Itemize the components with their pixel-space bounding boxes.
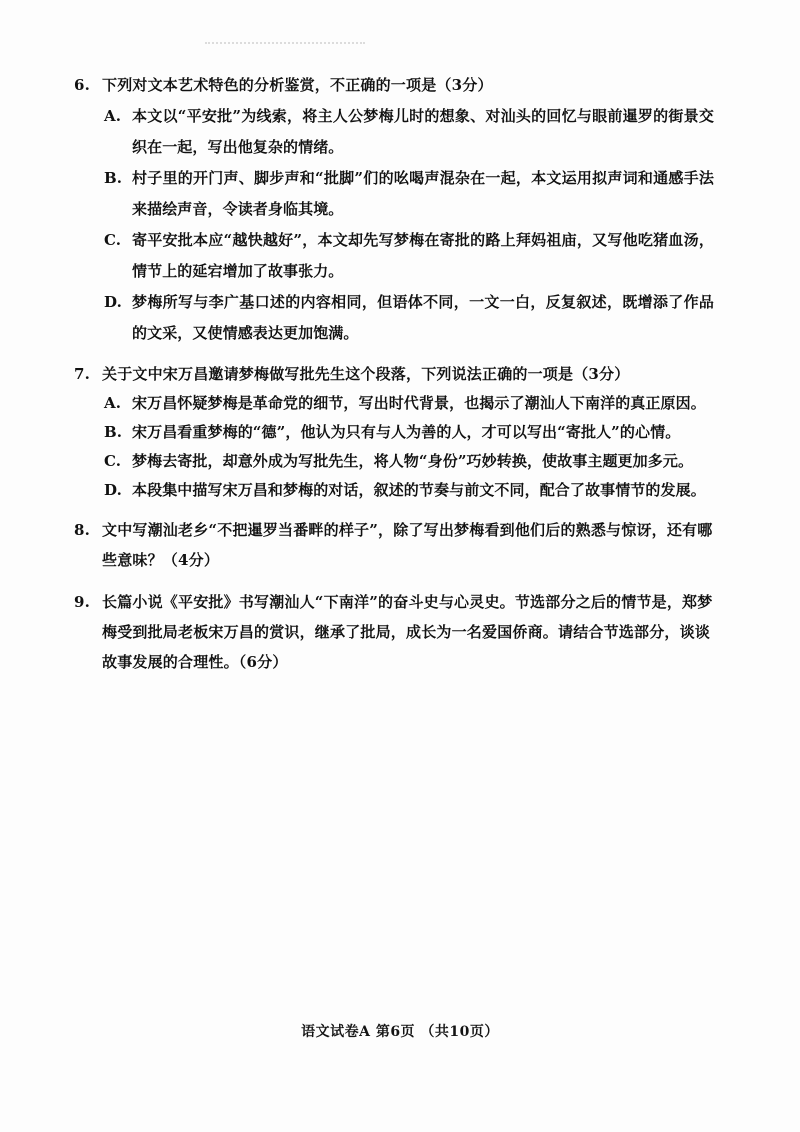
option-label: A. — [104, 394, 122, 412]
question-6-options — [104, 101, 714, 349]
question-7-stem-line — [74, 359, 714, 389]
option-text: 梦梅所写与李广基口述的内容相同，但语体不同，一文一白，反复叙述，既增添了作品的文采，又使情感表达更加饱满。 — [132, 293, 714, 342]
question-9 — [74, 587, 714, 677]
question-6-stem-line — [74, 70, 714, 101]
option-text: 宋万昌怀疑梦梅是革命党的细节，写出时代背景，也揭示了潮汕人下南洋的真正原因。 — [132, 394, 706, 412]
question-7-option-d — [104, 476, 714, 505]
option-label: D. — [104, 293, 122, 311]
question-7-stem: 关于文中宋万昌邀请梦梅做写批先生这个段落，下列说法正确的一项是（3分） — [102, 365, 630, 383]
option-label: C. — [104, 231, 122, 249]
question-9-stem: 长篇小说《平安批》书写潮汕人“下南洋”的奋斗史与心灵史。节选部分之后的情节是，郑梦梅受到批局老板宋万昌的赏识，继承了批局，成长为一名爱国侨商。请结合节选部分，谈谈故事发展的合理性。（6分） — [102, 593, 713, 671]
option-label: A. — [104, 107, 122, 125]
option-text: 宋万昌看重梦梅的“德”，他认为只有与人为善的人，才可以写出“寄批人”的心情。 — [132, 423, 681, 441]
question-6 — [74, 70, 714, 349]
question-7-option-c — [104, 447, 714, 476]
question-6-option-a — [104, 101, 714, 163]
option-label: C. — [104, 452, 122, 470]
option-text: 梦梅去寄批，却意外成为写批先生，将人物“身份”巧妙转换，使故事主题更加多元。 — [132, 452, 694, 470]
option-text: 本段集中描写宋万昌和梦梅的对话，叙述的节奏与前文不同，配合了故事情节的发展。 — [132, 481, 706, 499]
scan-artifact-top — [205, 42, 365, 52]
question-6-option-d — [104, 287, 714, 349]
question-8-number: 8. — [74, 521, 91, 539]
question-8 — [74, 515, 714, 575]
question-7-options — [104, 389, 714, 505]
option-text: 村子里的开门声、脚步声和“批脚”们的吆喝声混杂在一起，本文运用拟声词和通感手法来描绘声音，令读者身临其境。 — [132, 169, 714, 218]
question-9-number: 9. — [74, 593, 91, 611]
option-label: D. — [104, 481, 122, 499]
questions-container — [74, 70, 714, 683]
option-text: 本文以“平安批”为线索，将主人公梦梅儿时的想象、对汕头的回忆与眼前暹罗的街景交织在一起，写出他复杂的情绪。 — [132, 107, 714, 156]
question-9-stem-line — [74, 587, 714, 677]
question-6-option-b — [104, 163, 714, 225]
question-6-number: 6. — [74, 76, 91, 94]
page-footer: 语文试卷A 第6页 （共10页） — [301, 1024, 499, 1040]
option-label: B. — [104, 423, 123, 441]
question-7-option-b — [104, 418, 714, 447]
question-8-stem-line — [74, 515, 714, 575]
option-text: 寄平安批本应“越快越好”，本文却先写梦梅在寄批的路上拜妈祖庙，又写他吃猪血汤，情节上的延宕增加了故事张力。 — [132, 231, 714, 280]
option-label: B. — [104, 169, 123, 187]
question-7-option-a — [104, 389, 714, 418]
question-6-option-c — [104, 225, 714, 287]
question-6-stem: 下列对文本艺术特色的分析鉴赏，不正确的一项是（3分） — [102, 76, 493, 94]
question-8-stem: 文中写潮汕老乡“不把暹罗当番畔的样子”，除了写出梦梅看到他们后的熟悉与惊讶，还有哪些意味？（4分） — [102, 521, 713, 569]
question-7-number: 7. — [74, 365, 91, 383]
question-7 — [74, 359, 714, 505]
